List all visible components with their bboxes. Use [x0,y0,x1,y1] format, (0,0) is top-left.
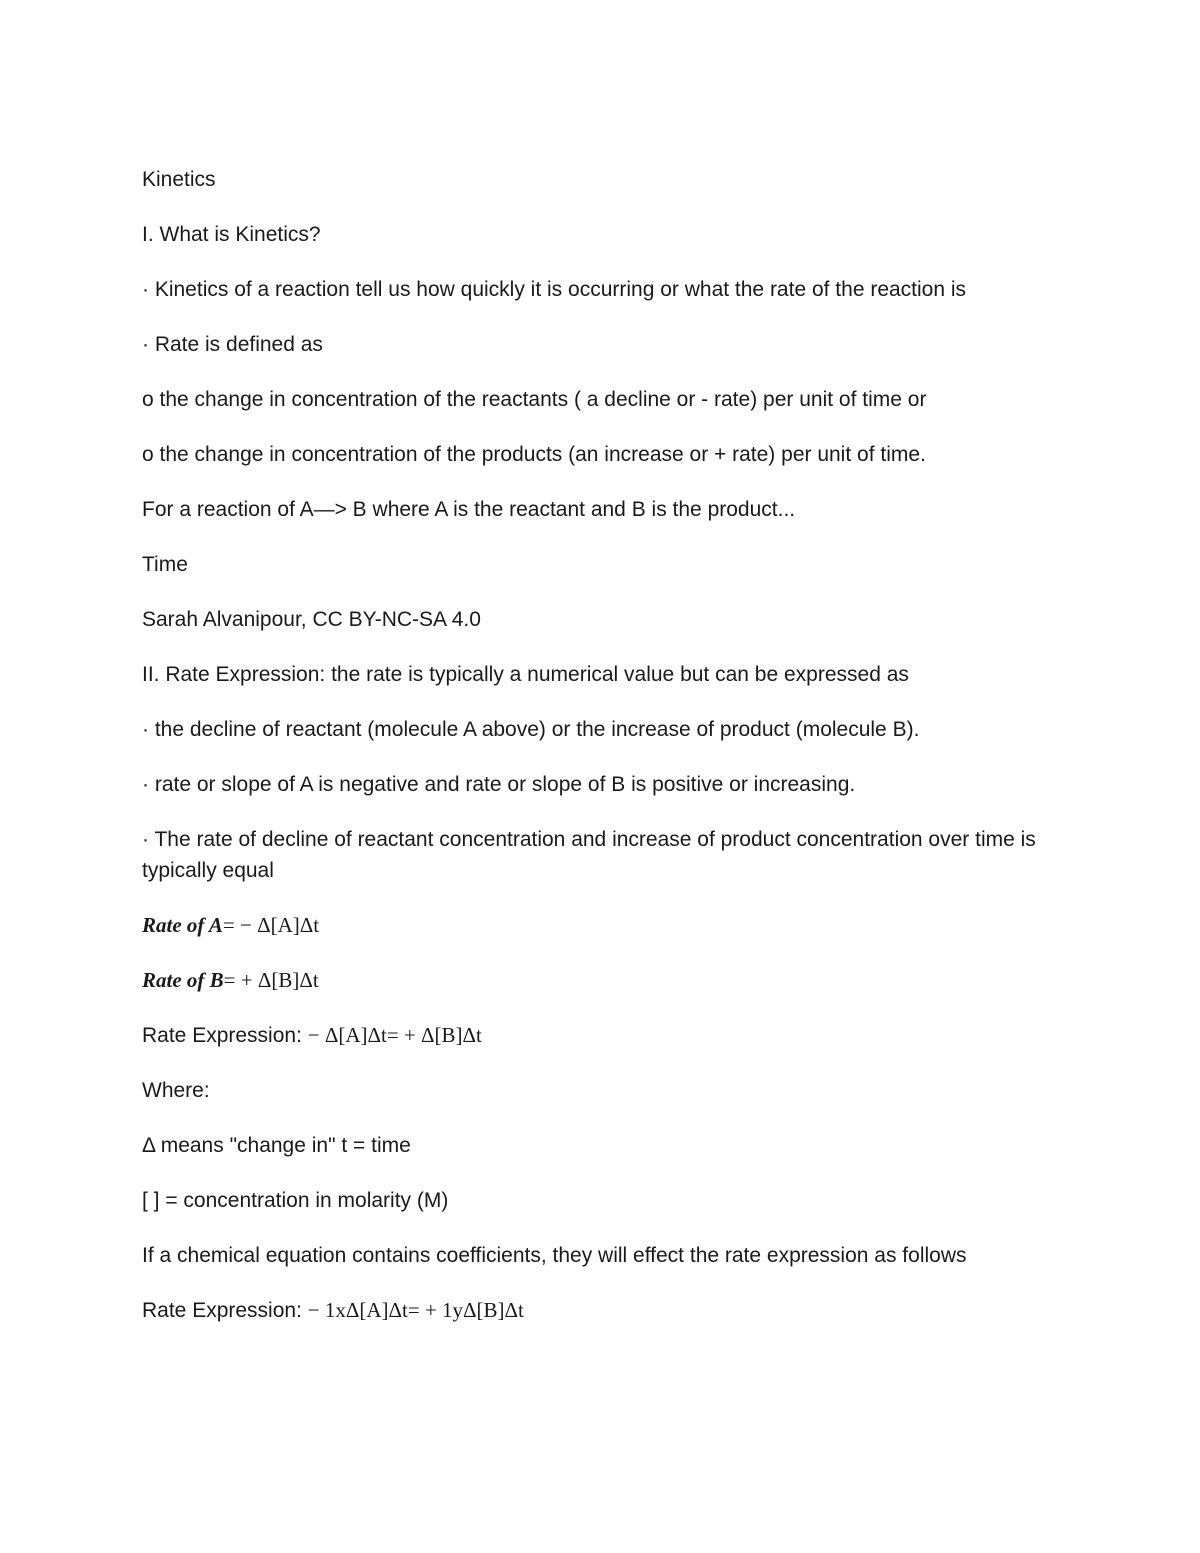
equation-rate-expression [142,1020,1052,1051]
rate-expression-label: Rate Expression: [142,1024,308,1047]
equation-rate-of-b-rhs: = + Δ[B]Δt [223,968,319,992]
rate-expression-coeff-formula: − 1xΔ[A]Δt= + 1yΔ[B]Δt [307,1298,524,1322]
bullet-rate-defined: · Rate is defined as [142,333,323,356]
reaction-intro: For a reaction of A—> B where A is the reactant and B is the product... [142,498,796,521]
section-heading-rate-expression: II. Rate Expression: the rate is typically a numerical value but can be expressed as [142,663,909,686]
bullet-decline-increase: · the decline of reactant (molecule A above) or the increase of product (molecule B). [142,718,920,741]
sub-bullet-products: o the change in concentration of the products (an increase or + rate) per unit of time. [142,443,926,466]
bullet-slope: · rate or slope of A is negative and rate or slope of B is positive or increasing. [142,773,856,796]
document-page [142,164,1052,1350]
where-label: Where: [142,1079,210,1102]
rate-expression-formula: − Δ[A]Δt= + Δ[B]Δt [307,1023,482,1047]
definition-brackets: [ ] = concentration in molarity (M) [142,1189,449,1212]
coefficients-note: If a chemical equation contains coefficients, they will effect the rate expression as follows [142,1244,967,1267]
rate-expression-coeff-label: Rate Expression: [142,1299,308,1322]
equation-rate-of-a [142,910,1052,941]
equation-rate-of-a-lhs: Rate of A [142,913,223,937]
equation-rate-of-b [142,965,1052,996]
section-heading-what-is-kinetics: I. What is Kinetics? [142,223,321,246]
equation-rate-of-b-lhs: Rate of B [142,968,224,992]
document-title: Kinetics [142,168,216,191]
attribution: Sarah Alvanipour, CC BY-NC-SA 4.0 [142,608,481,631]
equation-rate-of-a-rhs: = − Δ[A]Δt [222,913,320,937]
equation-rate-expression-coefficients [142,1295,1052,1326]
sub-bullet-reactants: o the change in concentration of the reactants ( a decline or - rate) per unit of time or [142,388,927,411]
bullet-rates-equal: · The rate of decline of reactant concentration and increase of product concentration over time is typically equal [142,828,1042,882]
bullet-kinetics-definition: · Kinetics of a reaction tell us how quickly it is occurring or what the rate of the reaction is [142,278,967,301]
time-label: Time [142,553,188,576]
definition-delta: Δ means "change in" t = time [142,1134,411,1157]
